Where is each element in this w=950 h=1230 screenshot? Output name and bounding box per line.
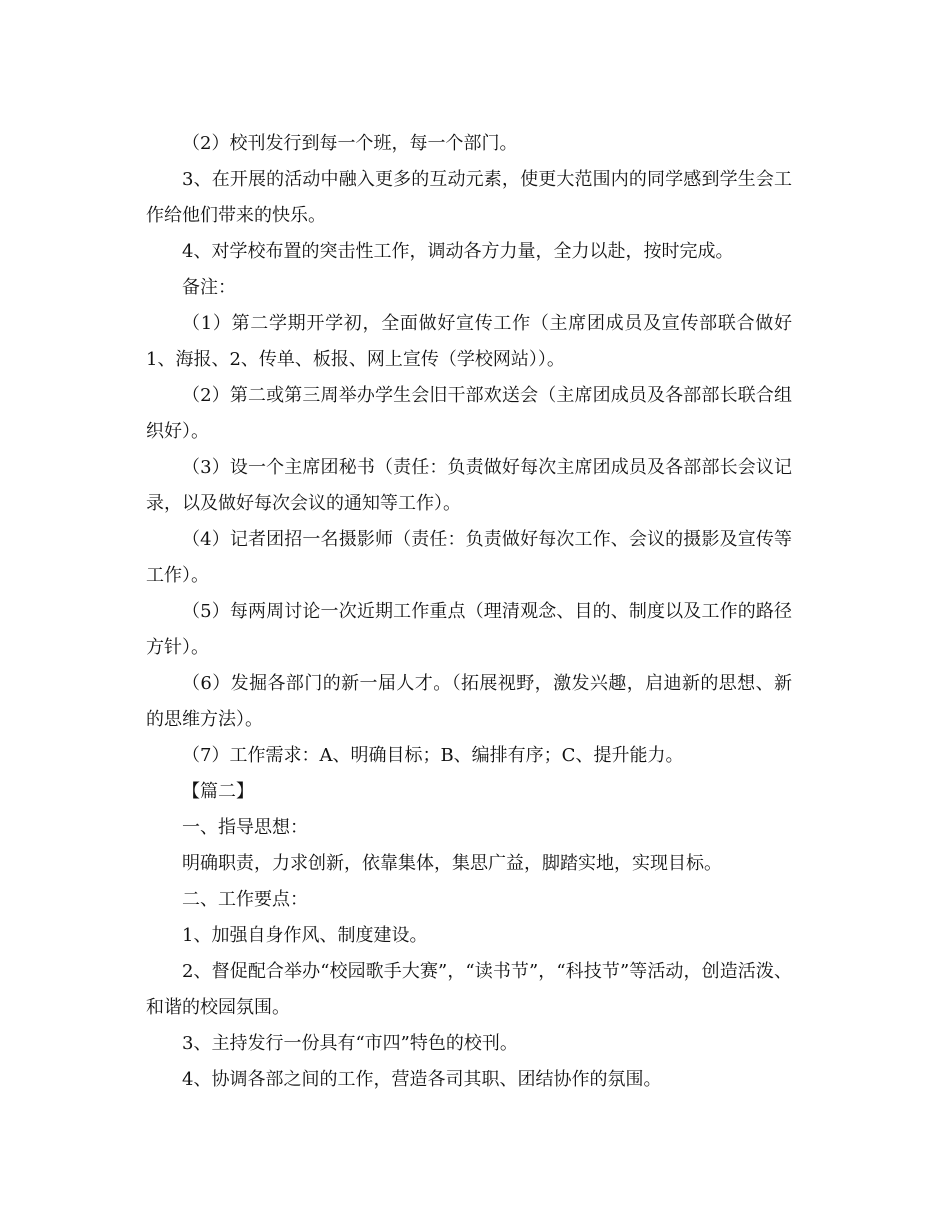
- subheading: 二、工作要点：: [182, 889, 308, 910]
- paragraph: 2、督促配合举办“校园歌手大赛”，“读书节”，“科技节”等活动，创造活泼、和谐的校园氛围。: [146, 961, 792, 1018]
- paragraph: 1、加强自身作风、制度建设。: [182, 925, 428, 946]
- paragraph: （4）记者团招一名摄影师（责任：负责做好每次工作、会议的摄影及宣传等工作）。: [146, 529, 792, 586]
- paragraph: （6）发掘各部门的新一届人才。（拓展视野，激发兴趣，启迪新的思想、新的思维方法）。: [146, 673, 792, 730]
- subheading: 一、指导思想：: [182, 817, 308, 838]
- paragraph: （1）第二学期开学初，全面做好宣传工作（主席团成员及宣传部联合做好1、海报、2、传单、板报、网上宣传（学校网站））。: [146, 313, 792, 370]
- section-heading: 【篇二】: [182, 781, 254, 802]
- paragraph: 明确职责，力求创新，依靠集体，集思广益，脚踏实地，实现目标。: [182, 853, 722, 874]
- paragraph: （2）校刊发行到每一个班，每一个部门。: [182, 133, 518, 154]
- document-body: [146, 126, 792, 1098]
- paragraph: （7）工作需求：A、明确目标；B、编排有序；C、提升能力。: [182, 745, 684, 766]
- paragraph: 4、协调各部之间的工作，营造各司其职、团结协作的氛围。: [182, 1069, 662, 1090]
- paragraph: 4、对学校布置的突击性工作，调动各方力量，全力以赴，按时完成。: [182, 241, 734, 262]
- paragraph: 备注：: [182, 277, 236, 298]
- paragraph: （3）设一个主席团秘书（责任：负责做好每次主席团成员及各部部长会议记录，以及做好每次会议的通知等工作）。: [146, 457, 792, 514]
- paragraph: 3、在开展的活动中融入更多的互动元素，使更大范围内的同学感到学生会工作给他们带来的快乐。: [146, 169, 792, 226]
- paragraph: （5）每两周讨论一次近期工作重点（理清观念、目的、制度以及工作的路径方针）。: [146, 601, 792, 658]
- paragraph: （2）第二或第三周举办学生会旧干部欢送会（主席团成员及各部部长联合组织好）。: [146, 385, 792, 442]
- paragraph: 3、主持发行一份具有“市四”特色的校刊。: [182, 1033, 518, 1054]
